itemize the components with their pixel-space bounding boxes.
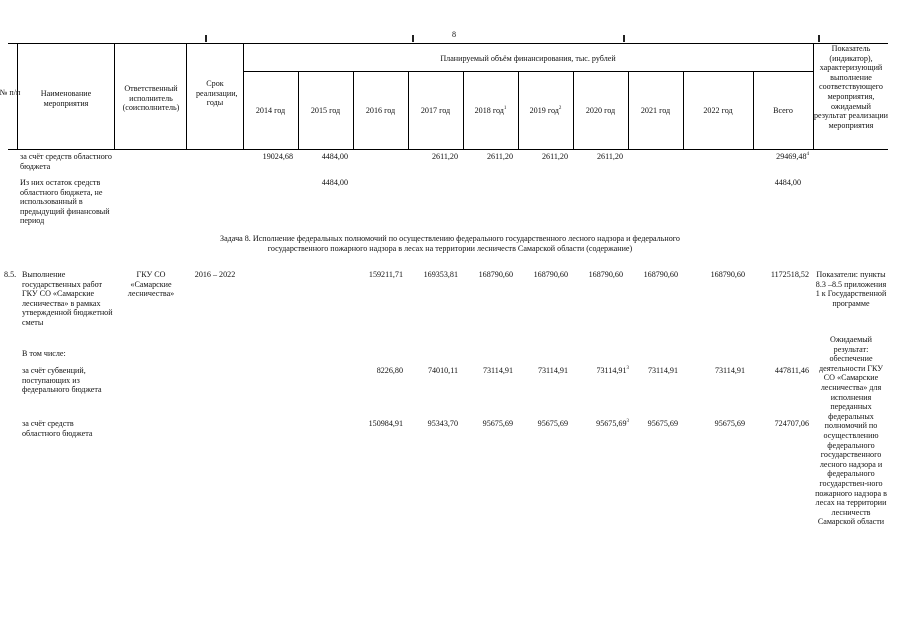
- cell-2015: 4484,00: [321, 152, 348, 161]
- cell-2018: 168790,60: [478, 270, 513, 279]
- year-header-2016: 2016 год: [365, 106, 396, 115]
- year-header-2020: 2020 год: [585, 106, 616, 115]
- cell-2017: 95343,70: [427, 419, 458, 428]
- cell-2016: 150984,91: [368, 419, 403, 428]
- task-heading: Задача 8. Исполнение федеральных полномочий по осуществлению федерального государственного лесного надзора и федерального государственного пожарного надзора в лесах на территории лесничеств Самарской области (содержание): [220, 234, 680, 253]
- cell-total: 4484,00: [774, 178, 801, 187]
- expected-result: Ожидаемый результат: обеспечение деятельности ГКУ СО «Самарские лесничества» для исполнения переданных федеральных полномочий по осуществлению федерального государственного лесного надзора и федерального государствен-ного пожарного надзора в лесах на территории лесничеств Самарской области: [815, 335, 887, 527]
- row-number: 8.5.: [4, 270, 17, 279]
- row-name: за счёт средств областного бюджета: [22, 419, 93, 438]
- row-name: Из них остаток средств областного бюджета, не использованный в предыдущий финансовый период: [20, 178, 110, 226]
- page-number: 8: [452, 30, 457, 39]
- indicator-text: Показатели: пункты 8.3 –8.5 приложения 1 к Государственной программе: [815, 270, 887, 308]
- cell-2021: 168790,60: [643, 270, 678, 279]
- year-header-2014: 2014 год: [255, 106, 286, 115]
- cell-2022: 168790,60: [710, 270, 745, 279]
- cell-2019: 95675,69: [537, 419, 568, 428]
- year-header-2018: 2018 год$^1$: [474, 106, 507, 115]
- cell-2014: 19024,68: [262, 152, 293, 161]
- cell-2016: 159211,71: [368, 270, 403, 279]
- cell-2019: 2611,20: [541, 152, 568, 161]
- including-label: В том числе:: [22, 349, 66, 358]
- year-header-2015: 2015 год: [310, 106, 341, 115]
- cell-2017: 169353,81: [423, 270, 458, 279]
- cell-2020: 2611,20: [596, 152, 623, 161]
- cell-total: 447811,46: [774, 366, 809, 375]
- row-term: 2016 – 2022: [194, 270, 236, 279]
- cell-2017: 74010,11: [427, 366, 458, 375]
- binding-mark: [412, 35, 414, 42]
- cell-2019: 168790,60: [533, 270, 568, 279]
- cell-2015: 4484,00: [321, 178, 348, 187]
- header-total: Всего: [773, 106, 793, 115]
- header-term: Срок реализации, годы: [196, 79, 238, 108]
- binding-mark: [818, 35, 820, 42]
- row-name: за счёт субвенций, поступающих из федерального бюджета: [22, 366, 102, 395]
- cell-total: 1172518,52: [770, 270, 809, 279]
- cell-2022: 73114,91: [714, 366, 745, 375]
- header-indicator: Показатель (индикатор), характеризующий выполнение соответствующего мероприятия, ожидаемый результат реализации мероприятия: [814, 44, 889, 130]
- cell-2022: 95675,69: [714, 419, 745, 428]
- binding-mark: [623, 35, 625, 42]
- header-responsible: Ответственный исполнитель (соисполнитель): [122, 84, 180, 113]
- header-name: Наименование мероприятия: [40, 89, 92, 108]
- cell-2016: 8226,80: [376, 366, 403, 375]
- cell-2018: 95675,69: [482, 419, 513, 428]
- year-header-2022: 2022 год: [703, 106, 733, 115]
- cell-2021: 95675,69: [647, 419, 678, 428]
- year-header-2017: 2017 год: [420, 106, 451, 115]
- year-header-2019: 2019 год$^2$: [529, 106, 562, 115]
- cell-2020: 168790,60: [588, 270, 623, 279]
- row-name: Выполнение государственных работ ГКУ СО «Самарские лесничества» в рамках утвержденной бюджетной сметы: [22, 270, 113, 327]
- header-number: № п/п: [0, 88, 21, 97]
- cell-2018: 2611,20: [486, 152, 513, 161]
- cell-2018: 73114,91: [482, 366, 513, 375]
- header-planned-financing: Планируемый объём финансирования, тыс. рублей: [440, 54, 616, 63]
- cell-total: 29469,48$^4$: [776, 152, 809, 161]
- cell-2020: 95675,69$^3$: [596, 419, 629, 428]
- cell-2017: 2611,20: [431, 152, 458, 161]
- binding-mark: [205, 35, 207, 42]
- cell-2019: 73114,91: [537, 366, 568, 375]
- cell-total: 724707,06: [774, 419, 809, 428]
- year-header-2021: 2021 год: [640, 106, 671, 115]
- cell-2021: 73114,91: [647, 366, 678, 375]
- cell-2020: 73114,91$^3$: [596, 366, 629, 375]
- row-name: за счёт средств областного бюджета: [20, 152, 112, 171]
- row-responsible: ГКУ СО «Самарские лесничества»: [127, 270, 175, 299]
